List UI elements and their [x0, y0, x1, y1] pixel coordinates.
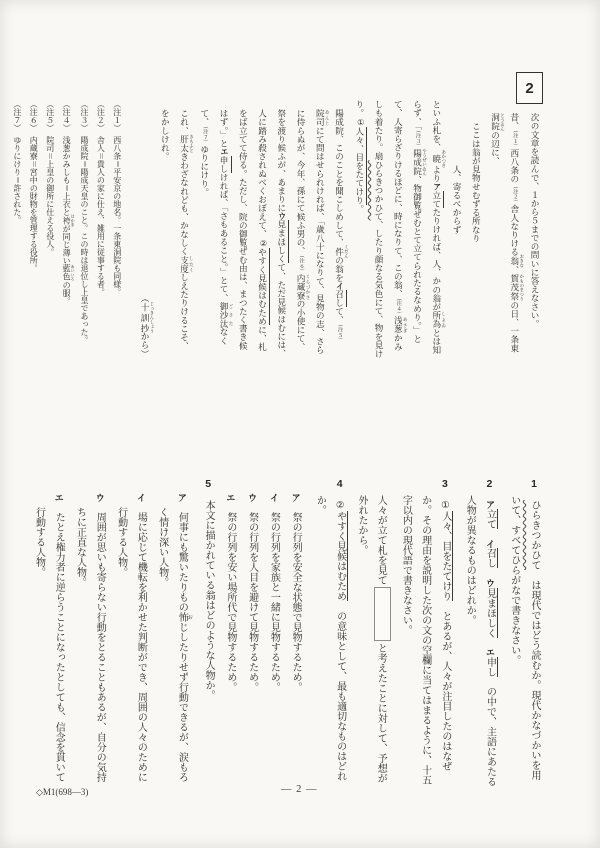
- text-segment: が同じ薄い: [62, 224, 72, 265]
- question-4-choice-エ: [220, 478, 240, 788]
- solid-underlined-phrase: やすく見候はむため: [258, 248, 271, 325]
- ruby-word: 御沙汰 ごさた: [219, 301, 234, 328]
- ruby-annotation: かものまつり: [519, 274, 525, 301]
- ruby-word: 陽成院 やうぜいゐん: [412, 148, 428, 176]
- text-segment: 、したり顔なる気色にて、物を見けり。: [354, 100, 384, 359]
- ruby-annotation: くらづかさ: [306, 273, 311, 300]
- text-segment: 人々が立て札を見て: [375, 495, 387, 585]
- note-item-3: [76, 100, 92, 438]
- text-segment: は現代ではどう読むか。現代かなづかいを用いて、すべてひらがなで書きなさい。: [508, 495, 540, 780]
- circled-number: ②: [258, 238, 268, 248]
- wavy-underlined-phrase: ひらきつかひて: [374, 160, 384, 221]
- text-segment: ゆりにけり＝許された。: [12, 136, 22, 224]
- text-segment: [484, 568, 495, 578]
- page-number: — 2 —: [281, 784, 318, 795]
- note-reference: （注５）: [336, 324, 343, 343]
- note-label: （注６）: [29, 100, 39, 128]
- text-segment: 祭の行列を安全な状態で見物するため。: [290, 512, 302, 693]
- ruby-annotation: とうゐん: [500, 113, 506, 131]
- sign-text-line-2: [447, 100, 466, 358]
- ruby-word: 怖 お: [176, 612, 193, 623]
- mark-label: ウ: [484, 578, 495, 588]
- solid-underlined-phrase: やすく見候はむため: [335, 511, 349, 601]
- text-segment: 院司＝上皇の御所に仕える役人。: [45, 136, 55, 256]
- note-reference: （注２）: [511, 183, 518, 205]
- text-segment: [484, 529, 495, 539]
- text-segment: 西八条＝平安京の地名。一条東洞院も同様。: [112, 136, 122, 296]
- ruby-annotation: あいいろ: [70, 264, 76, 281]
- text-segment: 場に応じて機転を利かせた判断ができ、周囲の人々のために行動する人物。: [115, 507, 147, 783]
- text-segment: とは知らず、「: [412, 100, 442, 355]
- text-segment: 、: [509, 265, 520, 275]
- source-attribution: [135, 100, 155, 358]
- solid-underlined-phrase: 召し: [484, 548, 498, 568]
- mark-label: イ: [484, 539, 495, 549]
- ruby-word: 藍色 あいいろ: [62, 264, 76, 281]
- ruby-word: 浅葱 あさぎ: [393, 316, 409, 334]
- circled-number: ②: [334, 500, 345, 511]
- note-item-6: [25, 100, 41, 438]
- ruby-annotation: ゐんじ: [325, 109, 331, 127]
- text-segment: 昔、: [509, 113, 520, 131]
- mark-label: ア: [432, 182, 442, 191]
- ruby-annotation: じっきんしょう: [150, 301, 155, 334]
- passage-and-notes-band: [12, 100, 544, 440]
- text-segment: の意味として、最も適切なものはどれか。: [314, 495, 346, 781]
- choice-label: イ: [268, 493, 279, 503]
- choice-label: ウ: [246, 493, 257, 503]
- question-2-stem: [460, 478, 500, 788]
- passage-body-1: [350, 100, 447, 358]
- text-segment: 内蔵寮＝宮中の財物を管理する役所。: [29, 136, 39, 272]
- text-segment: かみしも着たり。扇: [374, 100, 404, 351]
- notes-area: [9, 100, 125, 438]
- ruby-annotation: きもふと: [189, 134, 195, 153]
- note-label: （注１）: [112, 100, 122, 128]
- question-5-stem: [198, 478, 218, 788]
- ruby-annotation: お: [186, 612, 193, 623]
- passage-opening: [485, 100, 525, 358]
- text-segment: の中で、主語にあたる人物が異なるものはどれか。: [464, 495, 496, 787]
- text-segment: 舎人＝貴人の家に仕え、雑用に従事する者。: [96, 136, 106, 296]
- text-segment: じしたりせず行動できるが、涙もろく情け深い人物。: [156, 507, 188, 783]
- text-segment: 本文に描かれている翁はどのような人物か。: [203, 500, 215, 700]
- ruby-word: 賀茂祭 かものまつり: [509, 274, 525, 301]
- text-segment: 祭の行列を家族と一緒に見物するため。: [268, 512, 280, 693]
- mark-label: ア: [484, 500, 495, 510]
- solid-underlined-phrase: 人々、目をたてけり: [440, 511, 454, 601]
- sign-text-line-1: [466, 100, 485, 358]
- passage-instruction: [525, 100, 544, 358]
- text-segment: 祭の行列を人目を避けて見物するため。: [246, 512, 258, 693]
- question-5-choice-ア: [152, 478, 193, 788]
- question-5-choice-イ: [111, 478, 150, 788]
- ruby-word: 件 くだん: [334, 244, 350, 259]
- text-segment: の辺に、: [490, 130, 501, 166]
- text-segment: 。: [354, 204, 365, 214]
- solid-underlined-phrase: 立て: [484, 509, 498, 529]
- text-segment: 舎人なりける: [509, 204, 520, 257]
- ruby-word: 十訓抄 じっきんしょう: [140, 301, 155, 334]
- text-segment: といふ札を、: [431, 100, 442, 152]
- note-reference: （注７）: [201, 126, 208, 145]
- question-number: 2: [483, 478, 496, 490]
- note-label: （注３）: [79, 100, 89, 128]
- mark-label: エ: [220, 147, 229, 156]
- text-segment: に、札をば立てて侍る。ただし、院の御覧ぜむ由は、まつたく書き候はず。」と: [219, 109, 268, 352]
- mark-label: イ: [335, 281, 345, 290]
- solid-underlined-phrase: 立て: [432, 191, 445, 208]
- solid-underlined-phrase: 申し: [219, 156, 232, 173]
- text-segment: 祭の行列を安い場所代で見物するため。: [224, 512, 236, 693]
- text-segment: これ、: [179, 109, 190, 135]
- note-item-1: [108, 100, 124, 438]
- text-segment: 周囲が思いも寄らない行動をとることもあるが、自分の気持ちに正直な人物。: [74, 507, 106, 783]
- questions-area: [33, 478, 544, 788]
- ruby-annotation: したく: [189, 255, 195, 273]
- text-segment: とあるが、人々が注目したのはなぜか。その理由を説明した次の文の空欄に当てはまるように、十五字以内の現代語で書きなさい。: [400, 495, 451, 785]
- document-code: ◇M1(698—3): [36, 787, 89, 797]
- note-item-7: [9, 100, 25, 438]
- ruby-annotation: しよゐ: [441, 311, 447, 329]
- question-number: 3: [438, 478, 451, 490]
- question-4-choice-イ: [264, 478, 284, 788]
- question-number: 1: [528, 478, 540, 490]
- text-segment: 、物御覧ぜむとて立てられたるなめり。」とて、人寄らざりけるほどに、時になりて、この翁、: [393, 100, 423, 343]
- ruby-word: 内蔵寮 くらづかさ: [296, 273, 311, 300]
- circled-number: ①: [355, 117, 365, 128]
- question-number: 4: [333, 478, 346, 490]
- text-segment: の小使にて、祭を渡り候ふが、あまりに: [276, 109, 306, 352]
- note-item-5: [41, 100, 57, 438]
- solid-underlined-phrase: 見まほしく: [484, 588, 498, 638]
- question-4-choice-ウ: [242, 478, 262, 788]
- note-label: （注４）: [62, 100, 72, 128]
- choice-label: ア: [290, 493, 301, 503]
- ruby-word: 所為 しよゐ: [431, 311, 447, 329]
- ruby-word: 支度 したく: [179, 255, 195, 273]
- wavy-underlined-phrase: ひらきつかひて: [529, 500, 540, 570]
- question-4-stem: [310, 478, 350, 788]
- text-segment: と考えたことに対して、予想が外れたから。: [355, 495, 387, 783]
- ruby-word: 暁 あかつき: [431, 149, 447, 168]
- text-segment: の翁を: [334, 256, 345, 282]
- ruby-annotation: ごさた: [229, 301, 234, 328]
- mark-label: エ: [484, 647, 495, 657]
- choice-label: エ: [224, 493, 235, 503]
- text-segment: しえたりけるこそ、をかしけれ。: [160, 109, 190, 351]
- choice-label: ウ: [94, 493, 105, 503]
- text-segment: の日、一条東: [509, 300, 520, 353]
- text-segment: にて問はせられければ、「歳八十になりて、見物の志、さらに侍らぬが、今年、孫にて候ふ男の、: [296, 109, 326, 355]
- question-3-fill-sentence: [352, 478, 391, 788]
- choice-label: エ: [53, 493, 64, 503]
- ruby-word: 翁 おきな: [509, 254, 525, 268]
- text-segment: から）: [140, 332, 150, 358]
- text-segment: きわざなれども、かなしく: [179, 152, 190, 256]
- text-segment: て、ただ見候はむには、人に踏み殺されぬべくおぼえて、: [257, 109, 287, 358]
- ruby-annotation: あかつき: [441, 149, 447, 168]
- text-segment: 何事にも驚いたりもの: [176, 512, 188, 613]
- question-5-choice-ウ: [70, 478, 109, 788]
- note-reference: （注１）: [511, 130, 518, 149]
- ruby-annotation: あさぎ: [403, 316, 409, 334]
- ruby-annotation: やうぜいゐん: [422, 148, 428, 176]
- circled-number: ①: [439, 500, 450, 511]
- note-label: （注２）: [96, 100, 106, 128]
- ruby-word: 院司 ゐんじ: [315, 109, 331, 127]
- choice-label: イ: [135, 493, 146, 503]
- text-segment: たりければ、人、かの翁が: [431, 207, 442, 312]
- text-segment: 人、寄るべからず: [452, 165, 462, 234]
- text-segment: 西八条の: [509, 148, 520, 184]
- text-segment: 次の文章を読んで、１から５までの問いに答えなさい。: [530, 113, 540, 328]
- note-item-2: [92, 100, 108, 438]
- text-segment: 陽成院＝陽成天皇のこと。この時は退位し上皇であった。: [79, 136, 89, 344]
- text-segment: ゆりにけり。: [199, 144, 210, 197]
- choice-label: ア: [176, 493, 187, 503]
- solid-underlined-phrase: 見まほしく: [277, 220, 290, 263]
- ruby-word: 洞院 とうゐん: [490, 113, 506, 131]
- ruby-annotation: おきな: [519, 254, 525, 268]
- solid-underlined-phrase: 人々、目をたてけり: [355, 127, 368, 204]
- question-5-choice-エ: [29, 478, 68, 788]
- answer-blank-box: [374, 587, 391, 641]
- passage-area: [135, 100, 544, 358]
- mark-label: ウ: [277, 212, 287, 221]
- question-number: 5: [202, 478, 215, 490]
- passage-body-2: [195, 100, 350, 358]
- question-3-stem: [396, 478, 455, 788]
- note-label: （注７）: [12, 100, 22, 128]
- section-number-box: 2: [516, 72, 543, 104]
- text-segment: より: [431, 165, 442, 183]
- passage-body-3: [155, 100, 195, 358]
- text-segment: 浅葱かみしも＝上衣と: [62, 136, 72, 216]
- text-segment: ければ、「さもあること。」とて、: [219, 172, 229, 302]
- question-4-choice-ア: [285, 478, 305, 788]
- text-segment: たとえ権力者に逆らうことになったとしても、信念を貫いて行動する人物。: [33, 507, 65, 783]
- solid-underlined-phrase: 申し: [484, 657, 498, 677]
- text-segment: の服。: [62, 280, 72, 305]
- ruby-word: 肝太 きもふと: [179, 134, 195, 153]
- note-reference: （注３）: [414, 130, 421, 149]
- note-item-4: [58, 100, 76, 438]
- text-segment: 陽成院、このことを聞こしめして、: [334, 109, 345, 247]
- ruby-annotation: はかま: [70, 214, 76, 227]
- text-segment: て、: [334, 306, 345, 325]
- solid-underlined-phrase: 召し: [335, 290, 348, 307]
- text-segment: [484, 638, 495, 648]
- note-reference: （注４）: [395, 297, 402, 317]
- text-segment: なくて、: [199, 109, 229, 345]
- ruby-word: 袴 はかま: [62, 214, 76, 227]
- text-segment: ここは翁が見物せむずる所なり: [471, 122, 482, 243]
- question-1-stem: [504, 478, 544, 788]
- ruby-annotation: くだん: [344, 244, 350, 259]
- note-label: （注５）: [45, 100, 55, 128]
- text-segment: （: [140, 294, 150, 303]
- note-reference: （注６）: [298, 255, 304, 274]
